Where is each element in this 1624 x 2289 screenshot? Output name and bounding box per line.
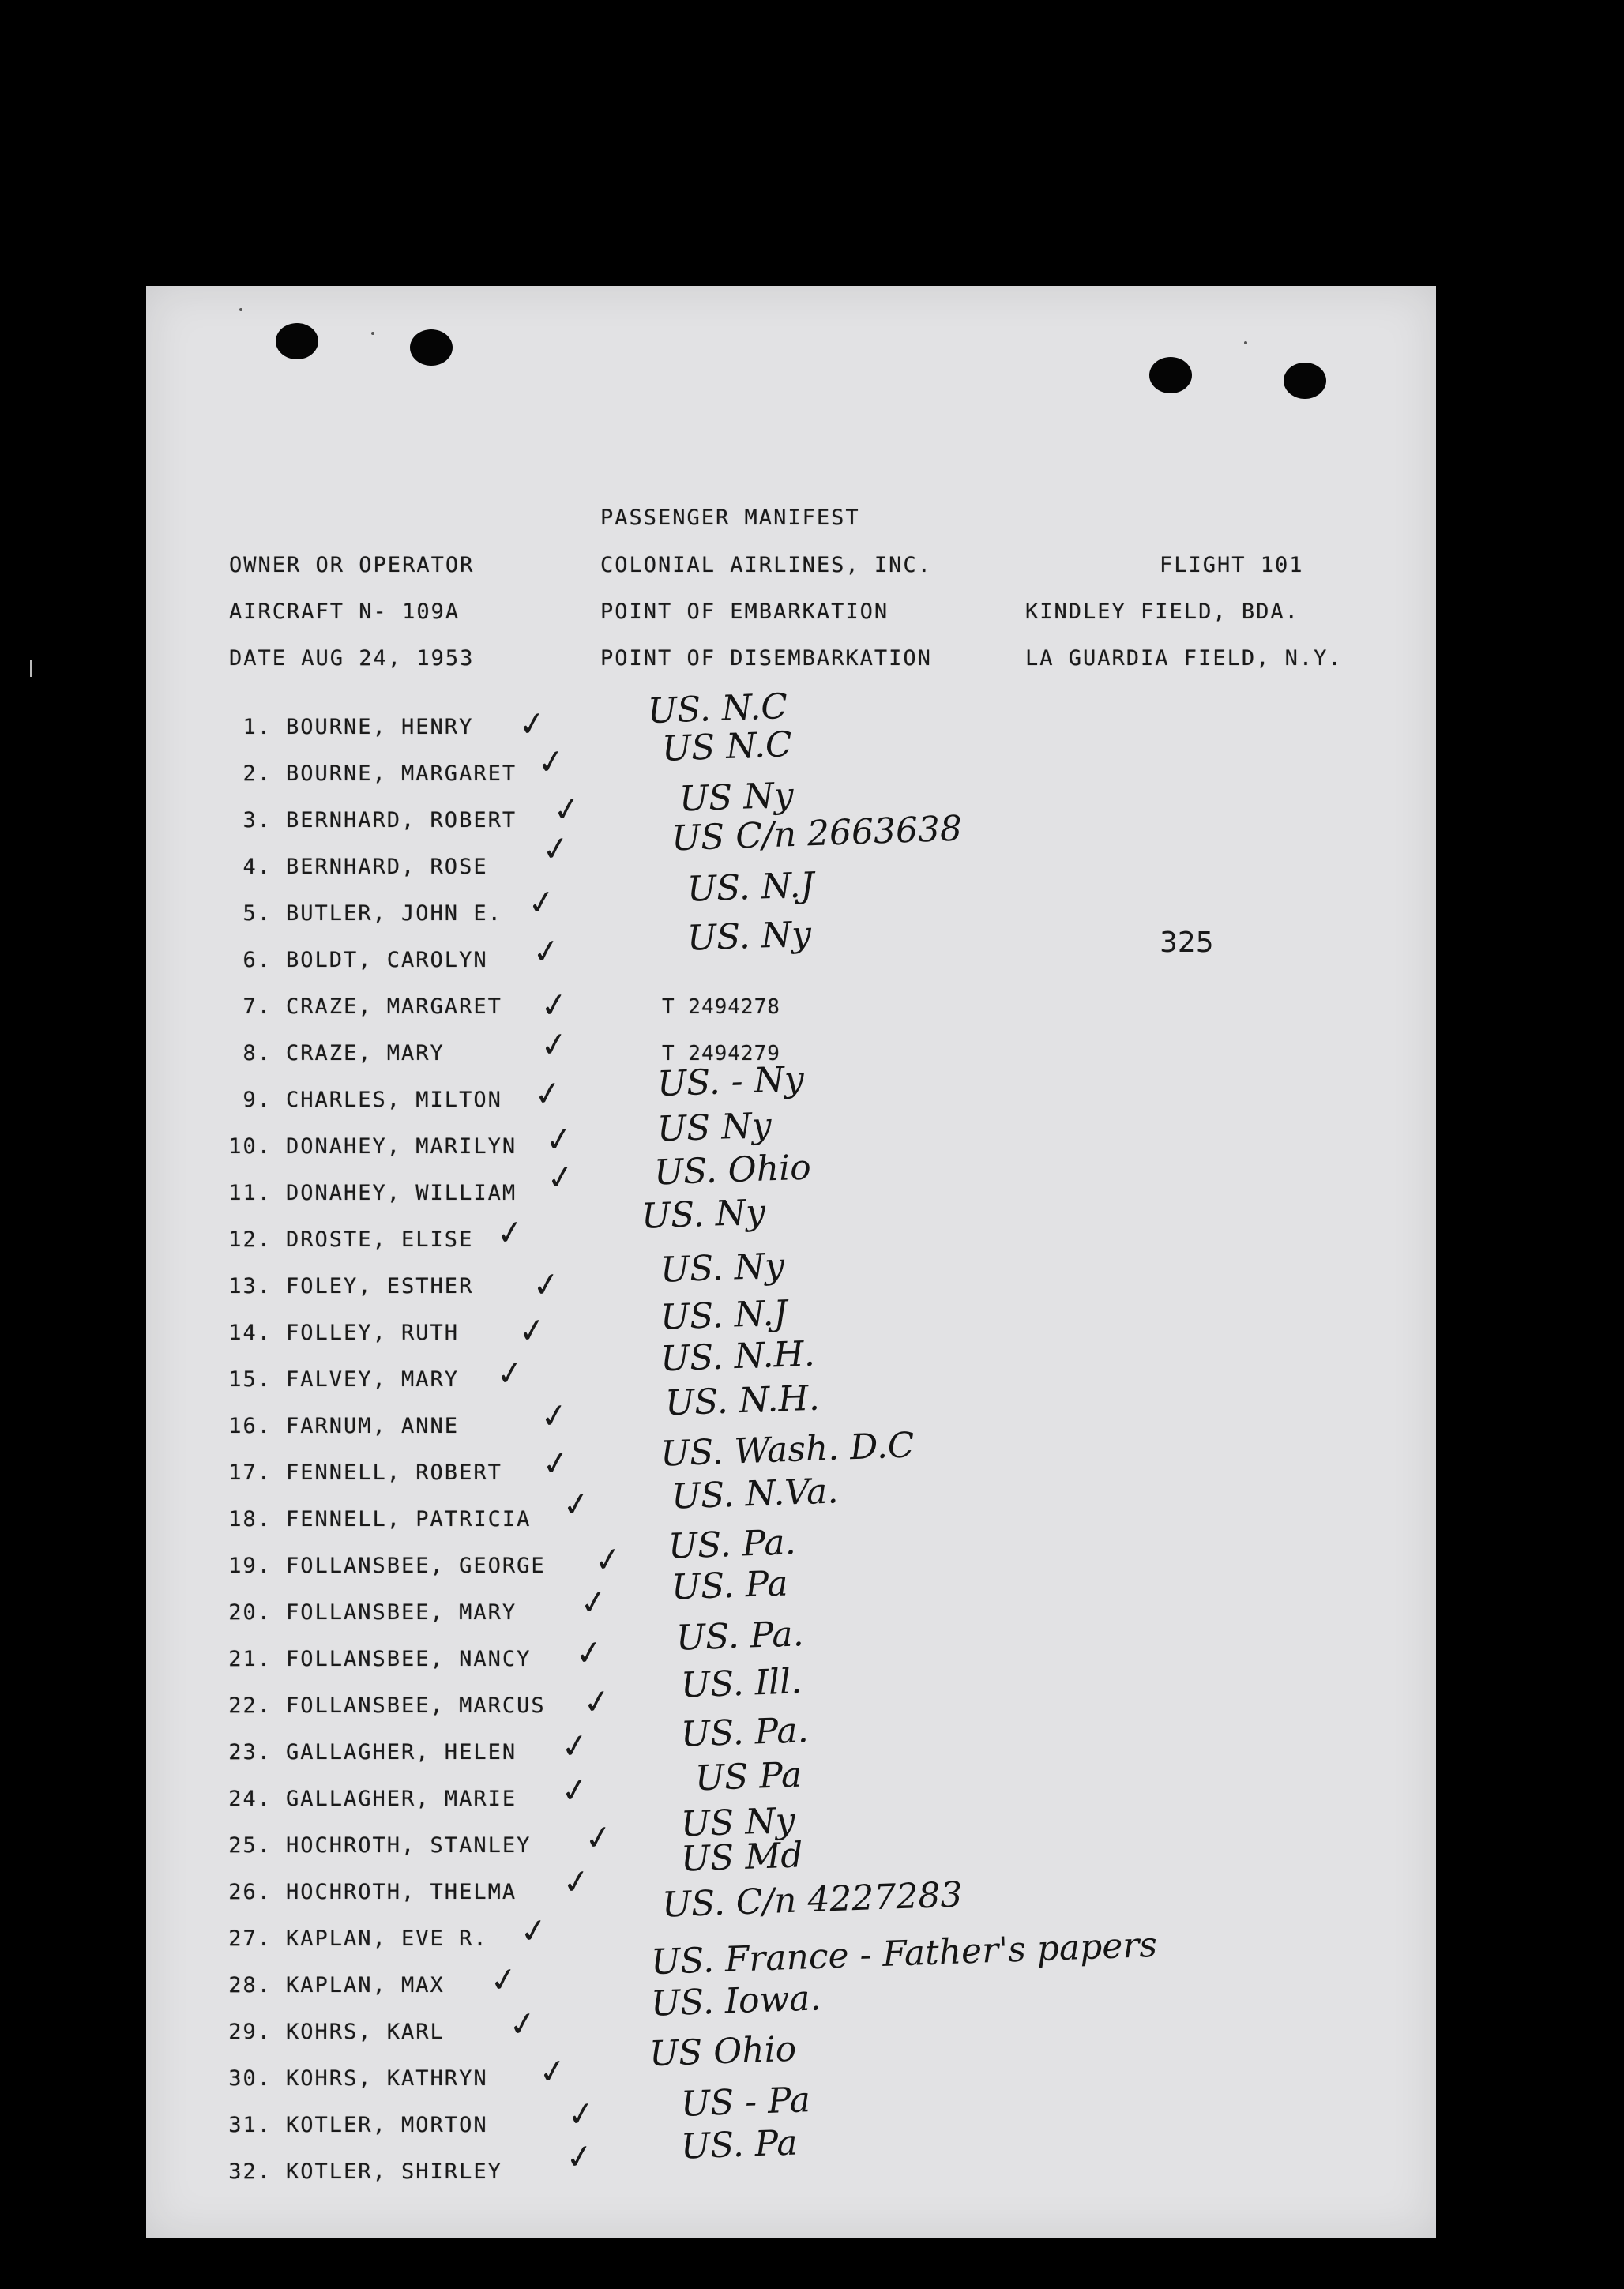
passenger-row <box>223 1507 602 1532</box>
citizenship-note: US. C/n 4227283 <box>661 1874 964 1926</box>
passenger-name: HOCHROTH, THELMA <box>286 1880 517 1904</box>
passenger-row <box>223 1693 602 1718</box>
check-mark-icon: ✓ <box>487 1958 521 2001</box>
check-mark-icon: ✓ <box>543 1156 577 1199</box>
check-mark-icon: ✓ <box>529 930 563 973</box>
check-mark-icon: ✓ <box>542 1118 576 1161</box>
passenger-row <box>223 1367 602 1392</box>
row-number: 17. <box>228 1460 272 1485</box>
paper-speck <box>239 308 242 311</box>
check-mark-icon: ✓ <box>577 1580 611 1624</box>
ticket-number: T 2494279 <box>662 1042 780 1066</box>
embarkation-label: POINT OF EMBARKATION <box>600 600 889 624</box>
citizenship-note: US. Ny <box>686 914 812 959</box>
passenger-name: DONAHEY, WILLIAM <box>286 1181 517 1205</box>
check-mark-icon: ✓ <box>559 1860 593 1904</box>
citizenship-note: US Ny <box>679 775 795 820</box>
check-mark-icon: ✓ <box>562 2135 596 2178</box>
passenger-name: DROSTE, ELISE <box>286 1227 474 1252</box>
passenger-row <box>223 1880 602 1904</box>
citizenship-note: US Ny <box>656 1105 773 1150</box>
row-number: 10. <box>228 1134 272 1159</box>
citizenship-note: US. Pa. <box>675 1614 805 1659</box>
check-mark-icon: ✓ <box>591 1538 625 1581</box>
row-number: 2. <box>242 761 272 786</box>
passenger-name: FALVEY, MARY <box>286 1367 460 1392</box>
check-mark-icon: ✓ <box>531 1072 565 1115</box>
embarkation-value: KINDLEY FIELD, BDA. <box>1025 600 1299 624</box>
passenger-row <box>223 1554 602 1578</box>
check-mark-icon: ✓ <box>506 2002 539 2046</box>
passenger-name: GALLAGHER, MARIE <box>286 1787 517 1811</box>
check-mark-icon: ✓ <box>558 1724 592 1768</box>
flight-number: FLIGHT 101 <box>1160 553 1304 577</box>
aircraft-number: AIRCRAFT N- 109A <box>229 600 461 624</box>
passenger-name: BERNHARD, ROSE <box>286 855 488 879</box>
passenger-name: BERNHARD, ROBERT <box>286 808 517 833</box>
row-number: 26. <box>228 1880 272 1904</box>
citizenship-note: US. - Ny <box>656 1058 805 1105</box>
passenger-name: FENNELL, PATRICIA <box>286 1507 532 1532</box>
passenger-name: HOCHROTH, STANLEY <box>286 1833 532 1858</box>
row-number: 24. <box>228 1787 272 1811</box>
row-number: 15. <box>228 1367 272 1392</box>
citizenship-note: US. N.H. <box>664 1378 821 1424</box>
citizenship-note: US Md <box>680 1835 804 1880</box>
passenger-name: FOLLANSBEE, MARCUS <box>286 1693 546 1718</box>
citizenship-note: US C/n 2663638 <box>671 808 963 859</box>
citizenship-note: US. Ny <box>660 1246 785 1291</box>
passenger-name: GALLAGHER, HELEN <box>286 1740 517 1765</box>
passenger-name: KOTLER, SHIRLEY <box>286 2159 502 2184</box>
citizenship-note: US. Pa <box>680 2122 799 2167</box>
check-mark-icon: ✓ <box>537 983 571 1027</box>
check-mark-icon: ✓ <box>524 881 558 924</box>
owner-label: OWNER OR OPERATOR <box>229 553 475 577</box>
check-mark-icon: ✓ <box>493 1351 527 1395</box>
citizenship-note: US N.C <box>661 724 793 769</box>
passenger-name: CRAZE, MARY <box>286 1041 445 1066</box>
row-number: 22. <box>228 1693 272 1718</box>
citizenship-note: US. Ill. <box>680 1661 803 1706</box>
row-number: 28. <box>228 1973 272 1998</box>
punch-hole <box>410 329 453 366</box>
citizenship-note: US Ohio <box>648 2028 798 2075</box>
row-number: 31. <box>228 2113 272 2137</box>
row-number: 12. <box>228 1227 272 1252</box>
passenger-name: FOLLANSBEE, NANCY <box>286 1647 532 1671</box>
passenger-name: FOLLANSBEE, GEORGE <box>286 1554 546 1578</box>
passenger-name: FARNUM, ANNE <box>286 1414 460 1438</box>
row-number: 27. <box>228 1926 272 1951</box>
passenger-row <box>223 2159 602 2184</box>
citizenship-note: US. Pa. <box>667 1522 797 1567</box>
check-mark-icon: ✓ <box>493 1211 527 1254</box>
passenger-row <box>223 1227 602 1252</box>
row-number: 19. <box>228 1554 272 1578</box>
row-number: 9. <box>242 1088 272 1112</box>
check-mark-icon: ✓ <box>580 1680 614 1723</box>
row-number: 3. <box>242 808 272 833</box>
citizenship-note: US Pa <box>694 1754 803 1799</box>
row-number: 25. <box>228 1833 272 1858</box>
citizenship-note: US. N.H. <box>660 1333 816 1380</box>
punch-hole <box>1149 357 1192 393</box>
citizenship-note: US. N.C <box>647 686 788 732</box>
check-mark-icon: ✓ <box>537 1023 571 1066</box>
check-mark-icon: ✓ <box>534 740 568 784</box>
row-number: 23. <box>228 1740 272 1765</box>
row-number: 11. <box>228 1181 272 1205</box>
passenger-row <box>223 1740 602 1765</box>
page-stamp-number: 325 <box>1160 926 1214 959</box>
passenger-row <box>223 1787 602 1811</box>
ticket-number: T 2494278 <box>662 995 780 1019</box>
passenger-name: BOURNE, MARGARET <box>286 761 517 786</box>
check-mark-icon: ✓ <box>517 1909 551 1953</box>
row-number: 29. <box>228 2020 272 2044</box>
passenger-row <box>223 1833 602 1858</box>
passenger-name: BOURNE, HENRY <box>286 715 474 739</box>
punch-hole <box>1284 363 1326 399</box>
passenger-row <box>223 808 602 833</box>
paper-speck <box>371 332 374 335</box>
passenger-row <box>223 1973 602 1998</box>
citizenship-note: US Ny <box>680 1800 796 1845</box>
citizenship-note: US. Ohio <box>653 1147 812 1193</box>
passenger-name: FOLLANSBEE, MARY <box>286 1600 517 1625</box>
check-mark-icon: ✓ <box>539 827 573 870</box>
check-mark-icon: ✓ <box>529 1263 563 1306</box>
row-number: 6. <box>242 948 272 972</box>
passenger-row <box>223 2113 602 2137</box>
passenger-name: DONAHEY, MARILYN <box>286 1134 517 1159</box>
passenger-name: KAPLAN, EVE R. <box>286 1926 488 1951</box>
citizenship-note: US. Pa <box>671 1563 789 1608</box>
passenger-name: KOTLER, MORTON <box>286 2113 488 2137</box>
passenger-name: FOLEY, ESTHER <box>286 1274 474 1299</box>
check-mark-icon: ✓ <box>558 1768 592 1812</box>
check-mark-icon: ✓ <box>515 1309 549 1352</box>
check-mark-icon: ✓ <box>550 787 584 831</box>
citizenship-note: US. Pa. <box>680 1710 810 1755</box>
passenger-name: KOHRS, KATHRYN <box>286 2066 488 2091</box>
passenger-row <box>223 1647 602 1671</box>
passenger-name: FOLLEY, RUTH <box>286 1321 460 1345</box>
passenger-name: BUTLER, JOHN E. <box>286 901 502 926</box>
row-number: 14. <box>228 1321 272 1345</box>
row-number: 13. <box>228 1274 272 1299</box>
passenger-name: CRAZE, MARGARET <box>286 994 502 1019</box>
owner-value: COLONIAL AIRLINES, INC. <box>600 553 932 577</box>
flight-date: DATE AUG 24, 1953 <box>229 646 475 671</box>
row-number: 1. <box>242 715 272 739</box>
row-number: 18. <box>228 1507 272 1532</box>
check-mark-icon: ✓ <box>536 2050 570 2093</box>
passenger-name: KAPLAN, MAX <box>286 1973 445 1998</box>
punch-hole <box>276 323 318 359</box>
row-number: 8. <box>242 1041 272 1066</box>
citizenship-note: US. Wash. D.C <box>660 1425 915 1475</box>
citizenship-note: US. N.Va. <box>671 1471 840 1517</box>
row-number: 16. <box>228 1414 272 1438</box>
check-mark-icon: ✓ <box>559 1483 593 1526</box>
passenger-row <box>223 2020 602 2044</box>
citizenship-note: US - Pa <box>680 2080 811 2125</box>
passenger-name: BOLDT, CAROLYN <box>286 948 488 972</box>
row-number: 7. <box>242 994 272 1019</box>
edge-mark <box>30 660 32 677</box>
citizenship-note: US. N.J <box>660 1293 788 1338</box>
disembarkation-label: POINT OF DISEMBARKATION <box>600 646 932 671</box>
row-number: 21. <box>228 1647 272 1671</box>
check-mark-icon: ✓ <box>564 2092 598 2136</box>
check-mark-icon: ✓ <box>515 702 549 746</box>
citizenship-note: US. N.J <box>686 865 815 910</box>
manifest-title: PASSENGER MANIFEST <box>600 506 860 530</box>
row-number: 4. <box>242 855 272 879</box>
check-mark-icon: ✓ <box>539 1441 573 1485</box>
check-mark-icon: ✓ <box>572 1631 606 1674</box>
row-number: 5. <box>242 901 272 926</box>
disembarkation-value: LA GUARDIA FIELD, N.Y. <box>1025 646 1343 671</box>
check-mark-icon: ✓ <box>581 1816 615 1859</box>
citizenship-note: US. Iowa. <box>650 1978 822 2024</box>
passenger-name: CHARLES, MILTON <box>286 1088 502 1112</box>
check-mark-icon: ✓ <box>537 1394 571 1438</box>
citizenship-note: US. France - Father's papers <box>650 1924 1158 1983</box>
row-number: 20. <box>228 1600 272 1625</box>
passenger-row <box>223 1600 602 1625</box>
citizenship-note: US. Ny <box>641 1192 766 1237</box>
row-number: 30. <box>228 2066 272 2091</box>
passenger-name: KOHRS, KARL <box>286 2020 445 2044</box>
paper-speck <box>1244 341 1247 344</box>
row-number: 32. <box>228 2159 272 2184</box>
passenger-row <box>223 1181 602 1205</box>
passenger-name: FENNELL, ROBERT <box>286 1460 502 1485</box>
